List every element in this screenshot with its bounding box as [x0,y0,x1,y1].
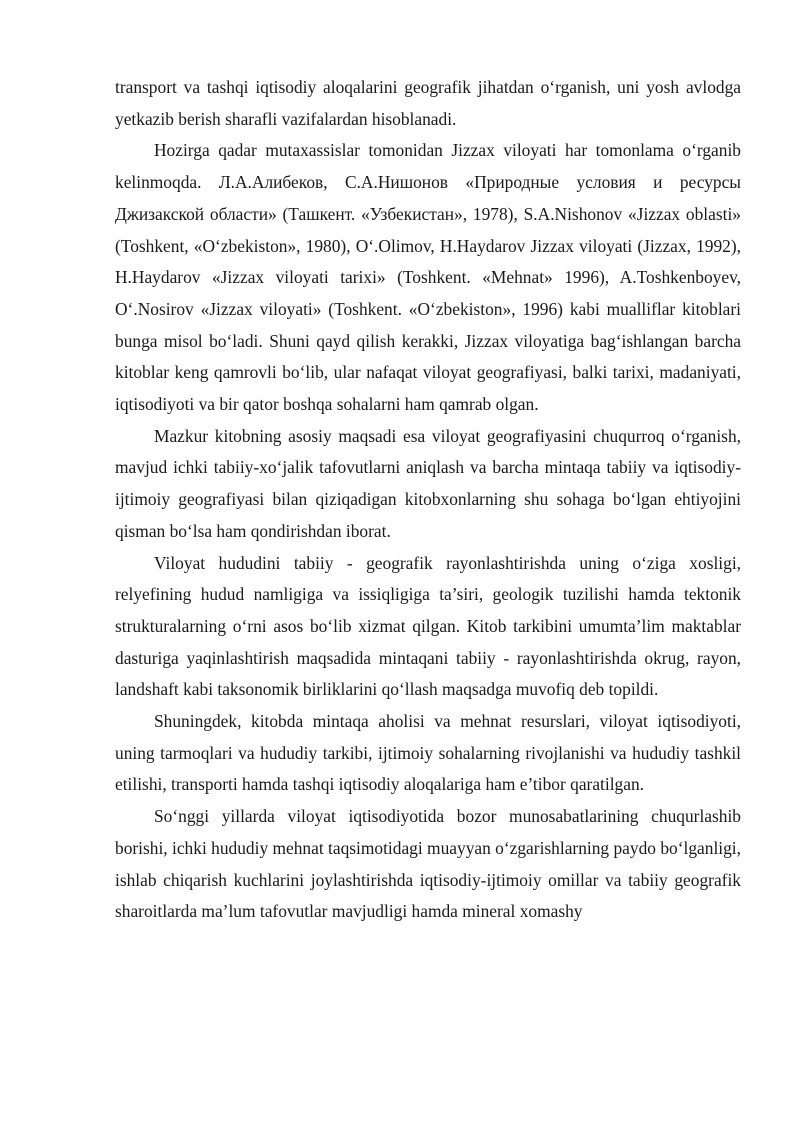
paragraph-population-economy: Shuningdek, kitobda mintaqa aholisi va mehnat resurslari, viloyat iqtisodiyoti, uning tarmoqlari va hududiy tarkibi, ijtimoiy sohalarning rivojlanishi va hududiy tashkil etilishi, transporti hamda tashqi iqtisodiy aloqalariga ham e’tibor qaratilgan. [115,711,741,795]
paragraph-continued: transport va tashqi iqtisodiy aloqalarini geografik jihatdan o‘rganish, uni yosh avlodga yetkazib berish sharafli vazifalardan hisoblanadi. [115,77,741,129]
document-page [115,72,741,928]
paragraph-literature-review: Hozirga qadar mutaxassislar tomonidan Jizzax viloyati har tomonlama o‘rganib kelinmoqda. Л.А.Алибеков, С.А.Нишонов «Природные условия и ресурсы Джизакской области» (Ташкент. «Узбекистан», 1978), S.A.Nishonov «Jizzax oblasti» (Toshkent, «O‘zbekiston», 1980), O‘.Olimov, H.Haydarov Jizzax viloyati (Jizzax, 1992), H.Haydarov «Jizzax viloyati tarixi» (Toshkent. «Mehnat» 1996), A.Toshkenboyev, O‘.Nosirov «Jizzax viloyati» (Toshkent. «O‘zbekiston», 1996) kabi mualliflar kitoblari bunga misol bo‘ladi. Shuni qayd qilish kerakki, Jizzax viloyatiga bag‘ishlangan barcha kitoblar keng qamrovli bo‘lib, ular nafaqat viloyat geografiyasi, balki tarixi, madaniyati, iqtisodiyoti va bir qator boshqa sohalarni ham qamrab olgan. [115,140,741,415]
paragraph-recent-years: So‘nggi yillarda viloyat iqtisodiyotida bozor munosabatlarining chuqurlashib borishi, ichki hududiy mehnat taqsimotidagi muayyan o‘zgarishlarning paydo bo‘lganligi, ishlab chiqarish kuchlarini joylashtirishda iqtisodiy-ijtimoiy omillar va tabiiy geografik sharoitlarda ma’lum tafovutlar mavjudligi hamda mineral xomashy [115,806,741,922]
paragraph-regionalization: Viloyat hududini tabiiy - geografik rayonlashtirishda uning o‘ziga xosligi, relyefining hudud namligiga va issiqligiga ta’siri, geologik tuzilishi hamda tektonik strukturalarning o‘rni asos bo‘lib xizmat qilgan. Kitob tarkibini umumta’lim maktablar dasturiga yaqinlashtirish maqsadida mintaqani tabiiy - rayonlashtirishda okrug, rayon, landshaft kabi taksonomik birliklarini qo‘llash maqsadga muvofiq deb topildi. [115,552,741,700]
paragraph-book-purpose: Mazkur kitobning asosiy maqsadi esa viloyat geografiyasini chuqurroq o‘rganish, mavjud ichki tabiiy-xo‘jalik tafovutlarni aniqlash va barcha mintaqa tabiiy va iqtisodiy-ijtimoiy geografiyasi bilan qiziqadigan kitobxonlarning shu sohaga bo‘lgan ehtiyojini qisman bo‘lsa ham qondirishdan iborat. [115,425,741,541]
